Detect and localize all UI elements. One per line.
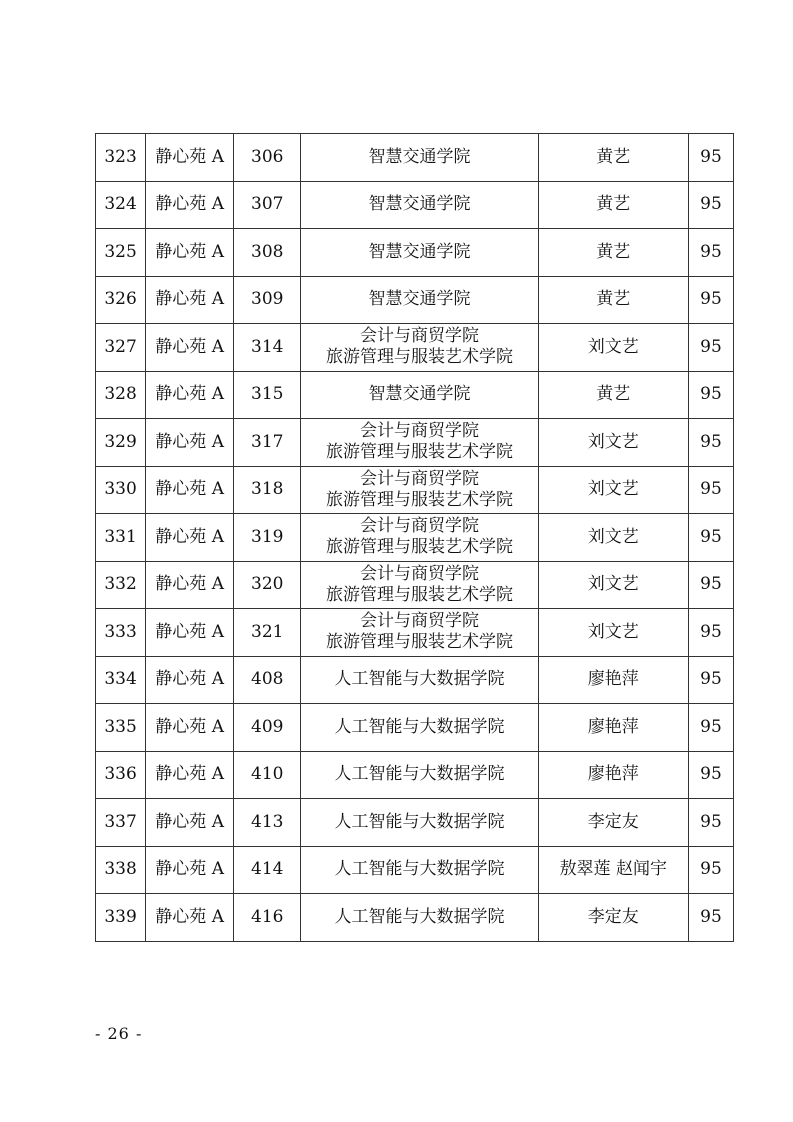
college-name: 人工智能与大数据学院 [334, 906, 505, 927]
teacher-cell: 黄艺 [538, 181, 688, 229]
table-row [96, 371, 734, 419]
score-cell: 95 [688, 229, 733, 277]
building-cell: 静心苑 A [146, 894, 234, 942]
table-row [96, 656, 734, 704]
score-cell: 95 [688, 751, 733, 799]
table-row [96, 134, 734, 182]
table-row [96, 419, 734, 467]
room-cell: 317 [234, 419, 301, 467]
score-cell: 95 [688, 561, 733, 609]
table-row [96, 181, 734, 229]
college-name: 会计与商贸学院 [359, 326, 479, 347]
college-name: 会计与商贸学院 [359, 468, 479, 489]
room-cell: 314 [234, 324, 301, 372]
college-name: 智慧交通学院 [368, 146, 471, 167]
building-cell: 静心苑 A [146, 704, 234, 752]
row-number-cell: 329 [96, 419, 146, 467]
teacher-cell: 黄艺 [538, 229, 688, 277]
college-cell [301, 894, 538, 942]
room-cell: 308 [234, 229, 301, 277]
college-cell [301, 371, 538, 419]
college-cell [301, 656, 538, 704]
college-cell [301, 846, 538, 894]
room-cell: 320 [234, 561, 301, 609]
table-row [96, 514, 734, 562]
table-row [96, 276, 734, 324]
row-number-cell: 334 [96, 656, 146, 704]
row-number-cell: 337 [96, 799, 146, 847]
building-cell: 静心苑 A [146, 846, 234, 894]
building-cell: 静心苑 A [146, 229, 234, 277]
college-name: 智慧交通学院 [368, 289, 471, 310]
college-cell [301, 229, 538, 277]
building-cell: 静心苑 A [146, 561, 234, 609]
building-cell: 静心苑 A [146, 276, 234, 324]
row-number-cell: 324 [96, 181, 146, 229]
building-cell: 静心苑 A [146, 419, 234, 467]
row-number-cell: 336 [96, 751, 146, 799]
college-cell [301, 609, 538, 657]
score-cell: 95 [688, 656, 733, 704]
row-number-cell: 330 [96, 466, 146, 514]
college-name: 旅游管理与服装艺术学院 [325, 584, 513, 605]
table-row [96, 561, 734, 609]
row-number-cell: 331 [96, 514, 146, 562]
score-cell: 95 [688, 324, 733, 372]
score-cell: 95 [688, 609, 733, 657]
table-row [96, 609, 734, 657]
row-number-cell: 327 [96, 324, 146, 372]
teacher-cell: 廖艳萍 [538, 751, 688, 799]
college-name: 旅游管理与服装艺术学院 [325, 347, 513, 368]
college-cell [301, 561, 538, 609]
teacher-cell: 黄艺 [538, 371, 688, 419]
table-body [96, 134, 734, 942]
college-name: 人工智能与大数据学院 [334, 811, 505, 832]
teacher-cell: 廖艳萍 [538, 704, 688, 752]
score-cell: 95 [688, 846, 733, 894]
score-cell: 95 [688, 466, 733, 514]
college-cell [301, 276, 538, 324]
college-name: 旅游管理与服装艺术学院 [325, 442, 513, 463]
table-row [96, 229, 734, 277]
building-cell: 静心苑 A [146, 466, 234, 514]
table-row [96, 894, 734, 942]
score-cell: 95 [688, 371, 733, 419]
dormitory-score-table [95, 133, 734, 942]
room-cell: 414 [234, 846, 301, 894]
teacher-cell: 黄艺 [538, 134, 688, 182]
room-cell: 318 [234, 466, 301, 514]
college-name: 旅游管理与服装艺术学院 [325, 489, 513, 510]
building-cell: 静心苑 A [146, 324, 234, 372]
college-name: 人工智能与大数据学院 [334, 716, 505, 737]
row-number-cell: 323 [96, 134, 146, 182]
score-cell: 95 [688, 419, 733, 467]
teacher-cell: 刘文艺 [538, 561, 688, 609]
room-cell: 321 [234, 609, 301, 657]
teacher-cell: 刘文艺 [538, 324, 688, 372]
college-name: 人工智能与大数据学院 [334, 859, 505, 880]
score-cell: 95 [688, 799, 733, 847]
room-cell: 306 [234, 134, 301, 182]
college-name: 会计与商贸学院 [359, 563, 479, 584]
teacher-cell: 刘文艺 [538, 466, 688, 514]
teacher-cell: 刘文艺 [538, 419, 688, 467]
room-cell: 408 [234, 656, 301, 704]
college-cell [301, 514, 538, 562]
college-name: 旅游管理与服装艺术学院 [325, 632, 513, 653]
building-cell: 静心苑 A [146, 134, 234, 182]
teacher-cell: 李定友 [538, 799, 688, 847]
college-cell [301, 134, 538, 182]
teacher-cell: 刘文艺 [538, 514, 688, 562]
row-number-cell: 335 [96, 704, 146, 752]
room-cell: 319 [234, 514, 301, 562]
college-cell [301, 324, 538, 372]
college-cell [301, 466, 538, 514]
score-cell: 95 [688, 704, 733, 752]
college-name: 会计与商贸学院 [359, 516, 479, 537]
college-cell [301, 181, 538, 229]
building-cell: 静心苑 A [146, 514, 234, 562]
room-cell: 416 [234, 894, 301, 942]
room-cell: 315 [234, 371, 301, 419]
score-cell: 95 [688, 514, 733, 562]
college-cell [301, 419, 538, 467]
college-name: 会计与商贸学院 [359, 421, 479, 442]
row-number-cell: 338 [96, 846, 146, 894]
college-cell [301, 799, 538, 847]
room-cell: 410 [234, 751, 301, 799]
score-cell: 95 [688, 181, 733, 229]
score-cell: 95 [688, 276, 733, 324]
room-cell: 307 [234, 181, 301, 229]
building-cell: 静心苑 A [146, 751, 234, 799]
building-cell: 静心苑 A [146, 371, 234, 419]
teacher-cell: 廖艳萍 [538, 656, 688, 704]
score-cell: 95 [688, 894, 733, 942]
row-number-cell: 325 [96, 229, 146, 277]
table-row [96, 704, 734, 752]
teacher-cell: 李定友 [538, 894, 688, 942]
college-cell [301, 704, 538, 752]
score-cell: 95 [688, 134, 733, 182]
building-cell: 静心苑 A [146, 609, 234, 657]
row-number-cell: 333 [96, 609, 146, 657]
table-row [96, 799, 734, 847]
row-number-cell: 339 [96, 894, 146, 942]
college-name: 人工智能与大数据学院 [334, 764, 505, 785]
teacher-cell: 黄艺 [538, 276, 688, 324]
row-number-cell: 326 [96, 276, 146, 324]
college-name: 智慧交通学院 [368, 194, 471, 215]
row-number-cell: 328 [96, 371, 146, 419]
building-cell: 静心苑 A [146, 656, 234, 704]
college-name: 旅游管理与服装艺术学院 [325, 537, 513, 558]
college-cell [301, 751, 538, 799]
teacher-cell: 刘文艺 [538, 609, 688, 657]
table-row [96, 466, 734, 514]
college-name: 会计与商贸学院 [359, 611, 479, 632]
college-name: 智慧交通学院 [368, 241, 471, 262]
room-cell: 309 [234, 276, 301, 324]
table-row [96, 751, 734, 799]
building-cell: 静心苑 A [146, 799, 234, 847]
room-cell: 409 [234, 704, 301, 752]
college-name: 智慧交通学院 [368, 384, 471, 405]
building-cell: 静心苑 A [146, 181, 234, 229]
table-row [96, 846, 734, 894]
teacher-cell: 敖翠莲 赵闻宇 [538, 846, 688, 894]
table-row [96, 324, 734, 372]
page-number: - 26 - [95, 1024, 143, 1043]
room-cell: 413 [234, 799, 301, 847]
row-number-cell: 332 [96, 561, 146, 609]
college-name: 人工智能与大数据学院 [334, 669, 505, 690]
